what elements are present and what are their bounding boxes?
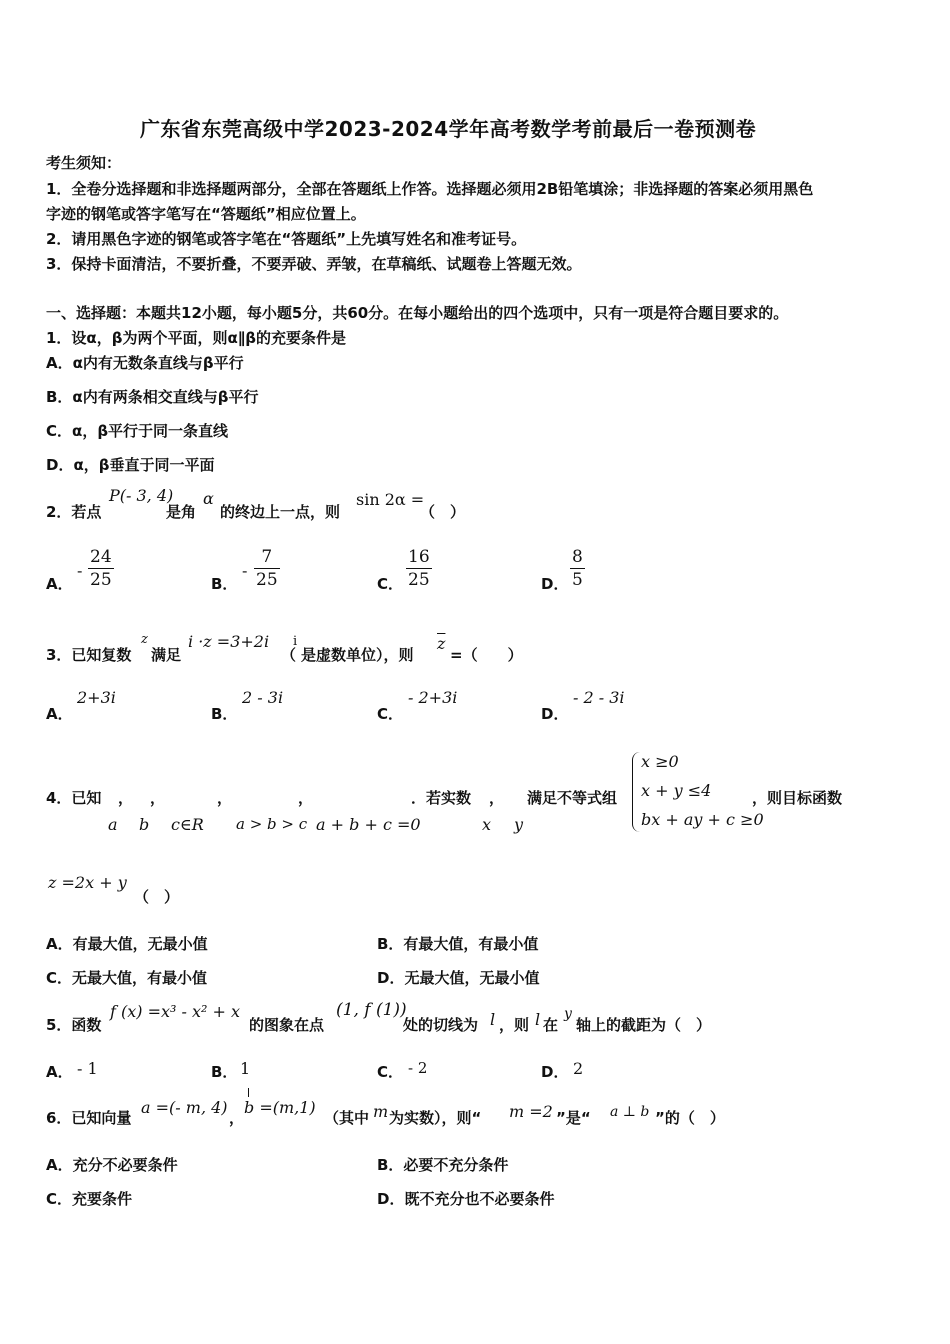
notice-item-2: 2．请用黑色字迹的钢笔或答字笔在“答题纸”上先填写姓名和准考证号。 — [46, 230, 527, 248]
question-2-option-a-sign: - — [77, 561, 83, 580]
question-2-option-c-fraction — [406, 546, 432, 591]
inequality-1: x ≥0 — [641, 752, 679, 771]
question-6-option-c: C．充要条件 — [46, 1190, 133, 1208]
question-5-stem-c: 处的切线为 — [403, 1016, 479, 1034]
question-1-stem: 1．设α，β为两个平面，则α∥β的充要条件是 — [46, 329, 347, 347]
question-3-z: z — [141, 632, 148, 647]
fraction-denominator: 5 — [572, 570, 583, 590]
question-3-i: i — [293, 634, 298, 649]
question-5-option-c-label: C． — [377, 1063, 404, 1081]
question-6-option-a: A．充分不必要条件 — [46, 1156, 178, 1174]
vector-b-arrow-mark — [248, 1088, 249, 1097]
question-4-stem-b: ．若实数 — [411, 789, 472, 807]
question-6-comma: ， — [229, 1109, 245, 1127]
question-4-b: b — [139, 815, 150, 834]
question-5-function: f (x) =x³ - x² + x — [110, 1002, 241, 1021]
question-5-l-2: l — [535, 1010, 541, 1029]
question-3-stem-b: 满足 — [151, 646, 182, 664]
notice-item-1-line-2: 字迹的钢笔或答字笔写在“答题纸”相应位置上。 — [46, 205, 366, 223]
question-4-comma-3: ， — [217, 789, 233, 807]
question-5-point: (1, f (1)) — [336, 1000, 407, 1020]
question-2-stem-a: 2．若点 — [46, 503, 102, 521]
question-5-stem-e: 在 — [543, 1016, 559, 1034]
page-title: 广东省东莞高级中学2023-2024学年高考数学考前最后一卷预测卷 — [140, 117, 757, 141]
question-4-option-a: A．有最大值，无最小值 — [46, 935, 208, 953]
question-2-point: P(- 3, 4) — [109, 486, 174, 505]
question-6-option-b: B．必要不充分条件 — [377, 1156, 509, 1174]
question-4-y: y — [514, 815, 524, 834]
question-2-stem-b: 是角 — [166, 503, 197, 521]
question-5-option-d-label: D． — [541, 1063, 569, 1081]
question-2-option-b-label: B． — [211, 575, 238, 593]
fraction-denominator: 25 — [90, 570, 112, 590]
question-6-stem-d: ”是“ — [556, 1109, 591, 1127]
question-2-option-d-label: D． — [541, 575, 569, 593]
question-4-paren: （ ） — [134, 888, 180, 906]
question-5-option-b: 1 — [240, 1059, 251, 1078]
fraction-numerator: 16 — [408, 547, 430, 567]
question-2-option-b-sign: - — [242, 561, 248, 580]
question-6-vector-a: a =(- m, 4) — [141, 1098, 228, 1117]
question-3-stem-a: 3．已知复数 — [46, 646, 132, 664]
notice-item-1-line-1: 1．全卷分选择题和非选择题两部分，全部在答题纸上作答。选择题必须用2B铅笔填涂；非选择题的答案必须用黑色 — [46, 180, 814, 198]
question-5-option-d: 2 — [573, 1059, 584, 1078]
question-5-stem-a: 5．函数 — [46, 1016, 102, 1034]
question-1-option-a: A．α内有无数条直线与β平行 — [46, 354, 244, 372]
question-4-sum: a + b + c =0 — [316, 815, 421, 834]
question-4-option-d: D．无最大值，无最小值 — [377, 969, 540, 987]
question-6-perpendicular: a ⊥ b — [610, 1104, 650, 1120]
question-2-option-d-fraction — [570, 546, 585, 591]
fraction-numerator: 24 — [90, 547, 112, 567]
fraction-denominator: 25 — [408, 570, 430, 590]
question-4-a: a — [108, 815, 118, 834]
question-3-option-c: - 2+3i — [408, 688, 458, 707]
question-3-stem-c: （ — [281, 646, 297, 664]
question-4-x: x — [482, 815, 492, 834]
question-3-option-c-label: C． — [377, 705, 404, 723]
question-2-alpha: α — [203, 489, 214, 508]
question-3-option-b: 2 - 3i — [242, 688, 284, 707]
question-5-option-a-label: A． — [46, 1063, 73, 1081]
question-6-option-d: D．既不充分也不必要条件 — [377, 1190, 555, 1208]
question-3-option-b-label: B． — [211, 705, 238, 723]
question-1-option-b: B．α内有两条相交直线与β平行 — [46, 388, 259, 406]
question-6-condition: m =2 — [509, 1102, 553, 1121]
question-1-option-c: C．α，β平行于同一条直线 — [46, 422, 229, 440]
inequality-2: x + y ≤4 — [641, 781, 712, 800]
question-3-stem-d: 是虚数单位），则 — [301, 646, 414, 664]
question-4-stem-d: ，则目标函数 — [752, 789, 843, 807]
question-5-option-b-label: B． — [211, 1063, 238, 1081]
question-4-option-b: B．有最大值，有最小值 — [377, 935, 539, 953]
question-6-stem-a: 6．已知向量 — [46, 1109, 132, 1127]
question-5-y: y — [564, 1006, 572, 1022]
question-4-comma-2: ， — [150, 789, 166, 807]
question-4-stem-c: 满足不等式组 — [527, 789, 618, 807]
question-3-z-conjugate: $\overline{z}$ — [437, 634, 446, 653]
question-5-l: l — [490, 1010, 496, 1029]
question-3-stem-e: =（ ） — [450, 646, 523, 664]
fraction-numerator: 7 — [254, 546, 280, 569]
question-5-option-c: - 2 — [408, 1059, 428, 1077]
fraction-numerator: 8 — [572, 547, 583, 567]
question-5-stem-d: ，则 — [499, 1016, 530, 1034]
question-3-option-d: - 2 - 3i — [573, 688, 625, 707]
system-brace — [632, 752, 641, 832]
question-2-expression: sin 2α = — [356, 490, 425, 509]
fraction-denominator: 25 — [256, 570, 278, 590]
question-4-target-function: z =2x + y — [48, 873, 127, 892]
question-6-stem-b: （其中 — [324, 1109, 370, 1127]
section-heading: 一、选择题：本题共12小题，每小题5分，共60分。在每小题给出的四个选项中，只有一项是符合题目要求的。 — [46, 304, 789, 322]
question-5-stem-f: 轴上的截距为（ ） — [576, 1016, 712, 1034]
question-4-order: a > b > c — [236, 815, 308, 833]
inequality-3: bx + ay + c ≥0 — [641, 810, 764, 829]
question-4-comma-5: ， — [489, 789, 505, 807]
question-2-stem-c: 的终边上一点，则 — [220, 503, 341, 521]
question-3-equation: i ·z =3+2i — [188, 632, 270, 651]
question-2-paren: （ ） — [420, 503, 466, 521]
question-5-stem-b: 的图象在点 — [249, 1016, 325, 1034]
question-2-option-b-fraction — [254, 546, 280, 591]
question-6-stem-c: 为实数），则“ — [389, 1109, 482, 1127]
question-5-option-a: - 1 — [77, 1059, 98, 1078]
question-6-stem-e: ”的（ ） — [655, 1109, 725, 1127]
question-3-option-d-label: D． — [541, 705, 569, 723]
question-4-comma-4: ， — [298, 789, 314, 807]
question-6-vector-b: b =(m,1) — [244, 1098, 316, 1117]
notice-heading: 考生须知： — [46, 154, 122, 172]
question-2-option-a-fraction — [88, 546, 114, 591]
question-2-option-a-label: A． — [46, 575, 73, 593]
question-4-stem-a: 4．已知 — [46, 789, 102, 807]
question-4-comma-1: ， — [118, 789, 134, 807]
question-4-c-in-r: c∈R — [171, 815, 204, 834]
question-4-option-c: C．无最大值，有最小值 — [46, 969, 208, 987]
question-2-option-c-label: C． — [377, 575, 404, 593]
question-6-m: m — [373, 1102, 389, 1121]
question-3-option-a-label: A． — [46, 705, 73, 723]
notice-item-3: 3．保持卡面清洁，不要折叠，不要弄破、弄皱，在草稿纸、试题卷上答题无效。 — [46, 255, 582, 273]
question-3-option-a: 2+3i — [77, 688, 116, 707]
question-1-option-d: D．α，β垂直于同一平面 — [46, 456, 215, 474]
